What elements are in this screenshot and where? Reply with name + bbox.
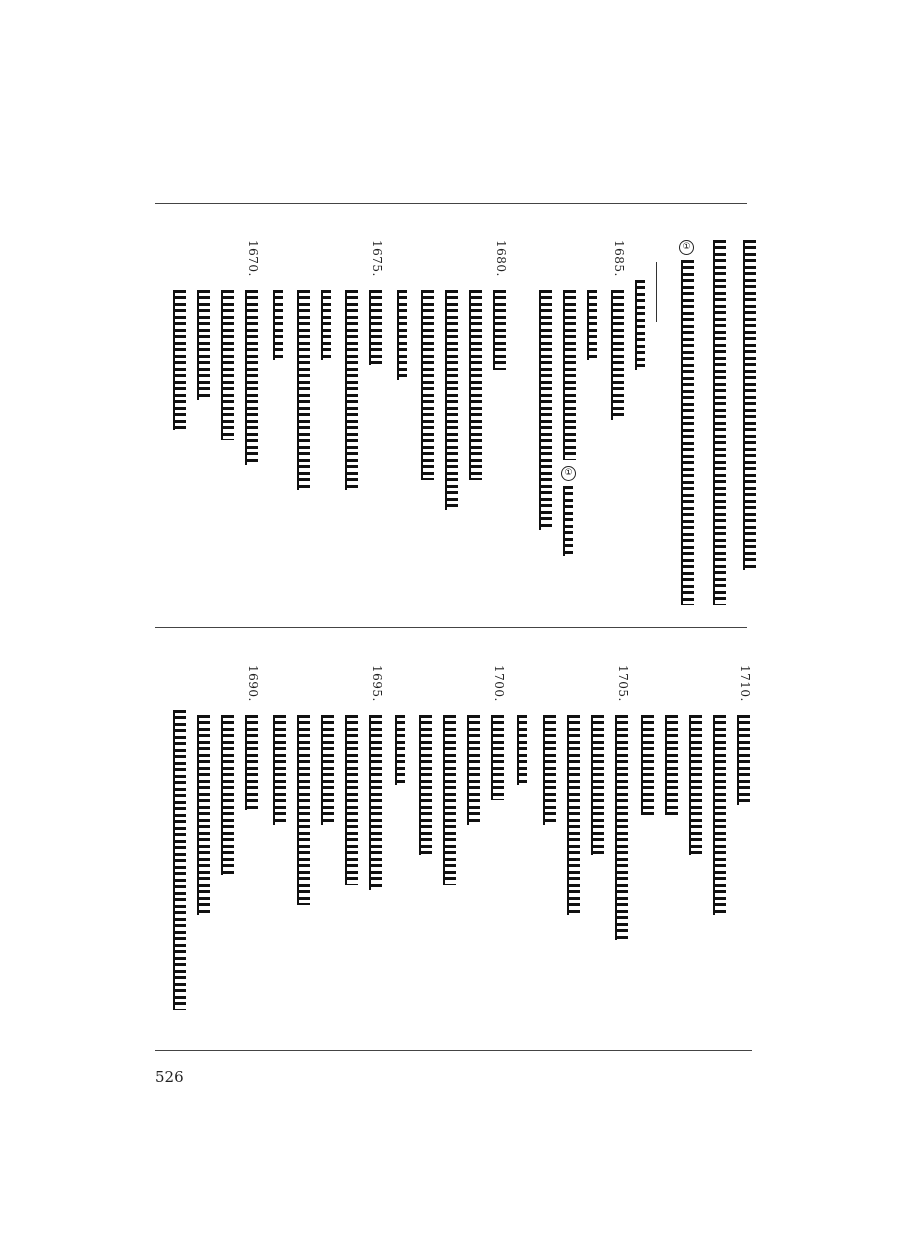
mongolian-text: [743, 240, 756, 570]
poem-line-1685: [606, 240, 628, 430]
poem-line: [268, 715, 290, 835]
line-number: 1705.: [616, 665, 630, 702]
poem-line: [708, 715, 730, 925]
mongolian-text: [563, 486, 573, 556]
poem-line: [316, 715, 338, 835]
mongolian-text: [245, 715, 258, 810]
poem-line: [216, 715, 238, 885]
poem-line-1700: [486, 665, 508, 805]
mongolian-text: [345, 715, 358, 885]
mongolian-text: [273, 715, 286, 825]
mongolian-text: [321, 290, 331, 360]
poem-line: [464, 290, 486, 490]
mongolian-text: [443, 715, 456, 885]
mongolian-text: [397, 290, 407, 380]
mongolian-text: [173, 710, 186, 1010]
poem-line: [538, 715, 560, 835]
mongolian-text: [297, 290, 310, 490]
middle-rule: [155, 627, 747, 628]
poem-line: [462, 715, 484, 835]
line-number: 1710.: [738, 665, 752, 702]
poem-line-1690: [240, 665, 262, 815]
mongolian-text: [563, 290, 576, 460]
poem-line: [268, 290, 290, 370]
poem-line-1710: [732, 665, 754, 815]
mongolian-text: [491, 715, 504, 800]
mongolian-text: [615, 715, 628, 940]
poem-line-1695: [364, 665, 386, 895]
mongolian-text: [539, 290, 552, 530]
poem-line-1675: [364, 240, 386, 370]
poem-line: [534, 290, 556, 540]
poem-line: [416, 290, 438, 490]
inline-footnote-marker: ①: [561, 466, 576, 481]
line-number: 1690.: [246, 665, 260, 702]
poem-line: [392, 290, 414, 390]
poem-line: [586, 715, 608, 865]
page-number: 526: [155, 1068, 184, 1086]
poem-line: [512, 715, 534, 795]
footnote-marker: ①: [679, 240, 694, 255]
mongolian-text: [245, 290, 258, 465]
mongolian-text: [543, 715, 556, 825]
poem-line: [562, 715, 584, 925]
mongolian-text: [197, 715, 210, 915]
mongolian-text: [345, 290, 358, 490]
poem-line: [292, 715, 314, 915]
mongolian-text: [369, 715, 382, 890]
poem-line: [292, 290, 314, 500]
mongolian-text: [173, 290, 186, 430]
mongolian-text: [517, 715, 527, 785]
mongolian-text: [681, 260, 694, 605]
mongolian-text: [713, 715, 726, 915]
bottom-rule: [155, 1050, 752, 1051]
mongolian-text: [395, 715, 405, 785]
footnote-separator: [656, 262, 657, 322]
mongolian-text: [635, 280, 645, 370]
poem-line: [192, 715, 214, 925]
mongolian-text: [467, 715, 480, 825]
mongolian-text: [445, 290, 458, 510]
line-number: 1675.: [370, 240, 384, 277]
line-number: 1670.: [246, 240, 260, 277]
poem-line: [684, 715, 706, 865]
poem-line: [390, 715, 412, 795]
footnote-column-3: [676, 240, 698, 610]
poem-line-1680: [488, 240, 510, 370]
mongolian-text: [713, 240, 726, 605]
poem-line: [216, 290, 238, 450]
line-number: 1695.: [370, 665, 384, 702]
poem-line: [340, 715, 362, 895]
mongolian-text: [221, 715, 234, 875]
mongolian-text: [273, 290, 283, 360]
mongolian-text: [297, 715, 310, 905]
poem-line: [168, 710, 190, 1020]
poem-line: [192, 290, 214, 410]
poem-line: [340, 290, 362, 500]
mongolian-text: [567, 715, 580, 915]
poem-line: [630, 280, 652, 370]
poem-line: [582, 290, 604, 370]
line-number: 1685.: [612, 240, 626, 277]
poem-line-1670: [240, 240, 262, 470]
poem-line: [440, 290, 462, 520]
top-rule: [155, 203, 747, 204]
mongolian-text: [419, 715, 432, 855]
mongolian-text: [611, 290, 624, 420]
line-number: 1700.: [492, 665, 506, 702]
mongolian-text: [689, 715, 702, 855]
mongolian-text: [469, 290, 482, 480]
mongolian-text: [221, 290, 234, 440]
mongolian-text: [493, 290, 506, 370]
poem-line: [316, 290, 338, 370]
mongolian-text: [737, 715, 750, 805]
mongolian-text: [587, 290, 597, 360]
poem-line-1705: [610, 665, 632, 945]
poem-line: [660, 715, 682, 825]
mongolian-text: [665, 715, 678, 815]
poem-line: [438, 715, 460, 895]
footnote-column-1: [738, 240, 760, 580]
mongolian-text: [369, 290, 382, 365]
mongolian-text: [641, 715, 654, 815]
poem-line: [168, 290, 190, 440]
mongolian-text: [321, 715, 334, 825]
poem-line: [636, 715, 658, 825]
footnote-column-2: [708, 240, 730, 610]
mongolian-text: [591, 715, 604, 855]
poem-line: [558, 290, 580, 570]
mongolian-text: [197, 290, 210, 400]
poem-line: [414, 715, 436, 865]
mongolian-text: [421, 290, 434, 480]
line-number: 1680.: [494, 240, 508, 277]
